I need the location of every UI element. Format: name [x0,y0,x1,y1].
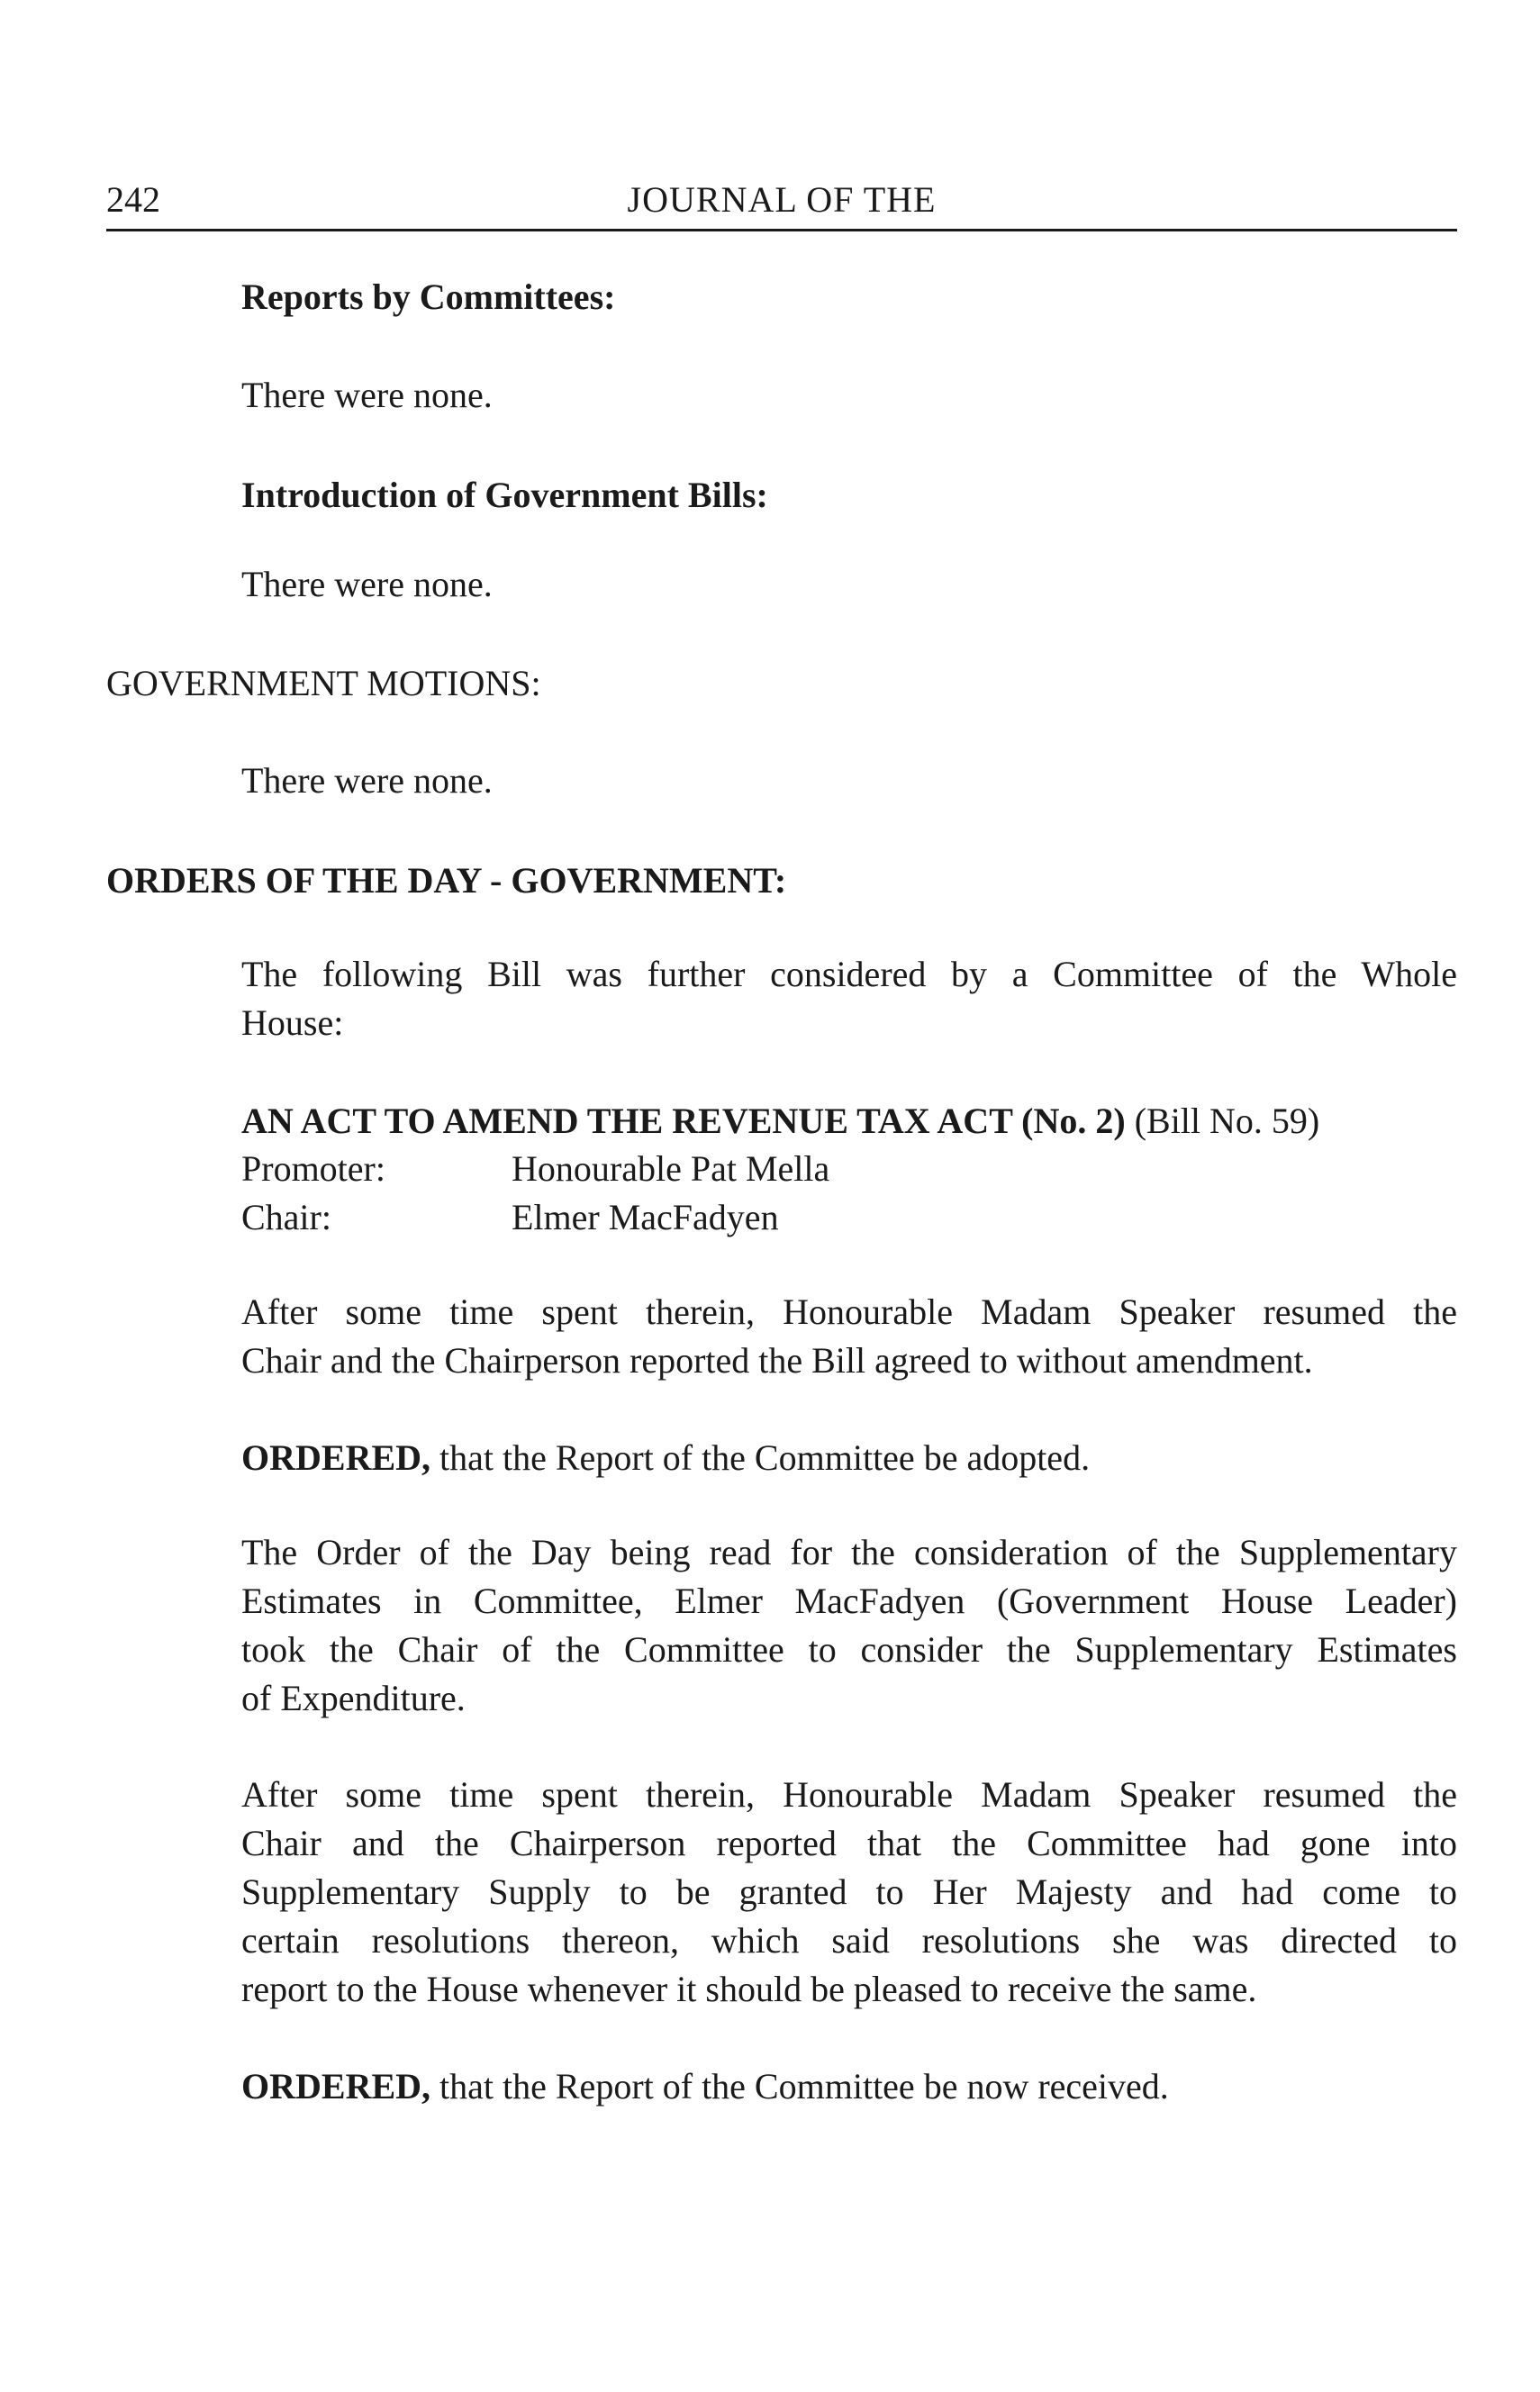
bill-intro-paragraph [241,950,1457,1047]
orders-of-day-heading: ORDERS OF THE DAY - GOVERNMENT: [106,860,787,901]
paragraph-line: Chair and the Chairperson reported that the Committee had gone into [241,1823,1457,1863]
paragraph-line: Chair and the Chairperson reported the Bill agreed to without amendment. [241,1340,1313,1381]
reports-by-committees-heading: Reports by Committees: [241,276,616,317]
ordered-keyword: ORDERED, [241,1437,431,1478]
ordered-text: that the Report of the Committee be adopted. [430,1437,1091,1478]
paragraph-line: The Order of the Day being read for the consideration of the Supplementary [241,1532,1457,1572]
chair-value: Elmer MacFadyen [512,1197,779,1237]
paragraph-line: of Expenditure. [241,1678,466,1718]
supplementary-supply-paragraph [241,1771,1457,2014]
supplementary-estimates-paragraph [241,1528,1457,1723]
page-number: 242 [106,179,160,220]
ordered-received [241,2062,1169,2111]
bill-number: (Bill No. 59) [1125,1101,1320,1141]
ordered-text: that the Report of the Committee be now received. [430,2066,1169,2107]
paragraph-line: Supplementary Supply to be granted to Her Majesty and had come to [241,1871,1457,1912]
gov-motions-text: There were none. [241,760,493,801]
paragraph-line: After some time spent therein, Honourable Madam Speaker resumed the [241,1774,1457,1815]
ordered-adopted [241,1434,1090,1482]
reports-by-committees-text: There were none. [241,375,493,415]
paragraph-line: The following Bill was further considered by a Committee of the Whole [241,954,1457,994]
intro-gov-bills-heading: Introduction of Government Bills: [241,475,768,515]
intro-gov-bills-text: There were none. [241,564,493,604]
page-header [106,177,1457,231]
paragraph-line: took the Chair of the Committee to consider the Supplementary Estimates [241,1629,1457,1670]
promoter-label: Promoter: [241,1148,385,1189]
gov-motions-heading: GOVERNMENT MOTIONS: [106,663,541,703]
bill-title-line [241,1097,1319,1146]
paragraph-line: House: [241,1002,344,1043]
ordered-keyword: ORDERED, [241,2066,431,2107]
running-head: JOURNAL OF THE [627,179,937,220]
paragraph-line: After some time spent therein, Honourable Madam Speaker resumed the [241,1291,1457,1332]
bill-title: AN ACT TO AMEND THE REVENUE TAX ACT (No. 2) [241,1101,1126,1141]
paragraph-line: certain resolutions thereon, which said resolutions she was directed to [241,1920,1457,1961]
paragraph-line: Estimates in Committee, Elmer MacFadyen (Government House Leader) [241,1581,1457,1621]
committee-report-paragraph [241,1288,1457,1385]
paragraph-line: report to the House whenever it should be pleased to receive the same. [241,1969,1257,2009]
chair-label: Chair: [241,1197,331,1237]
promoter-value: Honourable Pat Mella [512,1148,830,1189]
